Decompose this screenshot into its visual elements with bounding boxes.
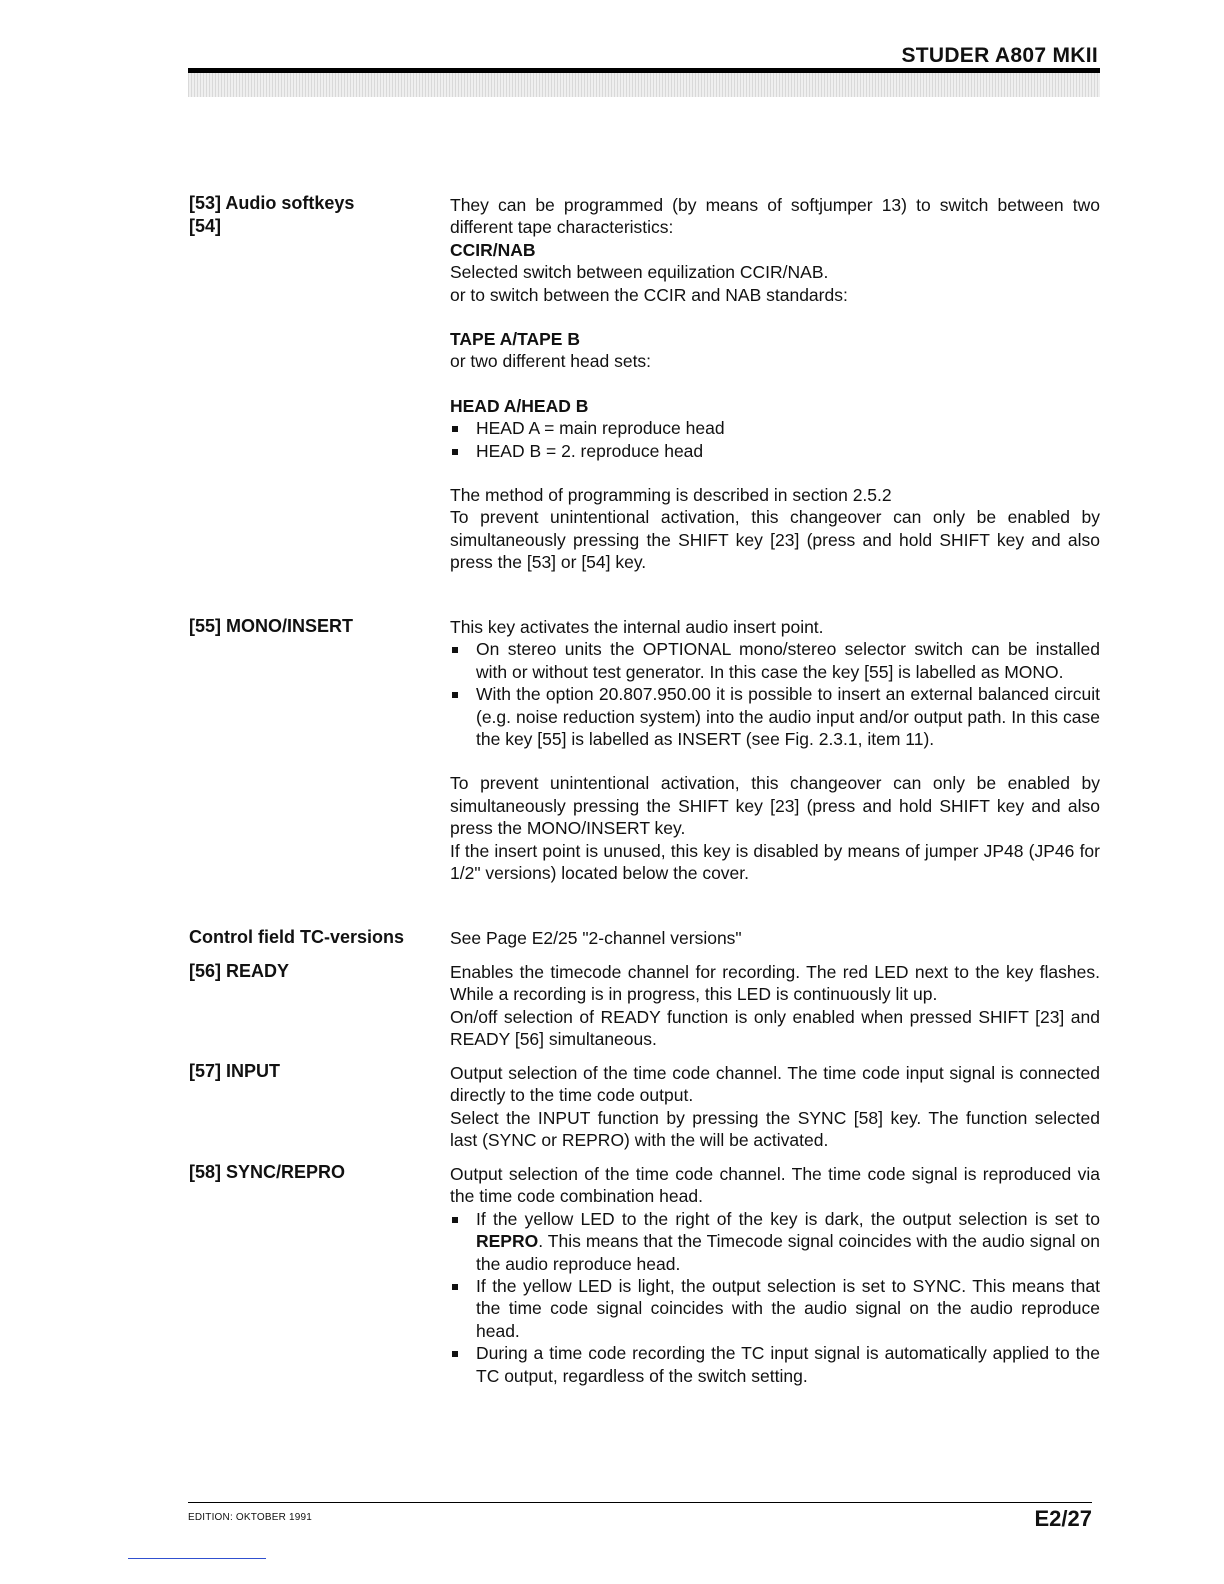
paragraph: or two different head sets: bbox=[450, 351, 652, 372]
paragraph: Selected switch between equilization CCIR/NAB. bbox=[450, 262, 829, 283]
section-55-body bbox=[450, 616, 1100, 884]
subheading-ccir-nab: CCIR/NAB bbox=[450, 239, 536, 260]
list-item: HEAD A = main reproduce head bbox=[450, 417, 1100, 439]
paragraph: Output selection of the time code channel. The time code input signal is connected directly to the time code output. bbox=[450, 1063, 1100, 1106]
paragraph: The method of programming is described in section 2.5.2 bbox=[450, 485, 892, 506]
paragraph: or to switch between the CCIR and NAB standards: bbox=[450, 284, 848, 305]
paragraph: Enables the timecode channel for recording. The red LED next to the key flashes. While a recording is in progress, this LED is continuously lit up. bbox=[450, 962, 1100, 1005]
header-title: STUDER A807 MKII bbox=[901, 44, 1098, 67]
paragraph: They can be programmed (by means of softjumper 13) to switch between two different tape characteristics: bbox=[450, 195, 1100, 238]
list-item: If the yellow LED to the right of the key is dark, the output selection is set to REPRO. This means that the Timecode signal coincides with the audio signal on the audio reproduce head. bbox=[450, 1208, 1100, 1275]
paragraph: To prevent unintentional activation, this changeover can only be enabled by simultaneously pressing the SHIFT key [23] (press and hold SHIFT key and also press the [53] or [54] key. bbox=[450, 507, 1100, 573]
sync-list bbox=[450, 1208, 1100, 1387]
repro-bold: REPRO bbox=[476, 1231, 539, 1252]
paragraph: On/off selection of READY function is only enabled when pressed SHIFT [23] and READY [56] simultaneous. bbox=[450, 1006, 1100, 1050]
footer-edition: EDITION: OKTOBER 1991 bbox=[188, 1512, 313, 1523]
paragraph: To prevent unintentional activation, this changeover can only be enabled by simultaneously pressing the SHIFT key [23] (press and hold SHIFT key and also press the MONO/INSERT key. bbox=[450, 773, 1100, 839]
list-item: HEAD B = 2. reproduce head bbox=[450, 440, 1100, 462]
head-list bbox=[450, 417, 1100, 462]
section-58-label: [58] SYNC/REPRO bbox=[189, 1162, 346, 1182]
label-54: [54] bbox=[189, 215, 222, 236]
list-item: On stereo units the OPTIONAL mono/stereo selector switch can be installed with or without test generator. In this case the key [55] is labelled as MONO. bbox=[450, 638, 1100, 683]
paragraph: If the insert point is unused, this key is disabled by means of jumper JP48 (JP46 for 1/2" versions) located below the cover. bbox=[450, 840, 1100, 884]
paragraph: This key activates the internal audio insert point. bbox=[450, 617, 824, 637]
footer-rule bbox=[188, 1502, 1092, 1503]
page-number: E2/27 bbox=[1034, 1506, 1092, 1531]
paragraph: Output selection of the time code channel. The time code signal is reproduced via the time code combination head. bbox=[450, 1164, 1100, 1207]
label-53: [53] Audio softkeys bbox=[189, 193, 355, 213]
section-56-body bbox=[450, 961, 1100, 1051]
header-band bbox=[188, 73, 1100, 97]
section-53-label bbox=[189, 192, 354, 237]
section-53-body bbox=[450, 194, 1100, 574]
section-57-body bbox=[450, 1062, 1100, 1152]
list-item: If the yellow LED is light, the output selection is set to SYNC. This means that the time code signal coincides with the audio signal on the audio reproduce head. bbox=[450, 1275, 1100, 1342]
control-field-text: See Page E2/25 "2-channel versions" bbox=[450, 928, 742, 948]
list-item: With the option 20.807.950.00 it is possible to insert an external balanced circuit (e.g. noise reduction system) into the audio input and/or output path. In this case the key [55] is labelled as INSERT (see Fig. 2.3.1, item 11). bbox=[450, 683, 1100, 750]
control-field-label: Control field TC-versions bbox=[189, 927, 405, 947]
section-55-label: [55] MONO/INSERT bbox=[189, 616, 354, 636]
divider bbox=[128, 1558, 266, 1559]
insert-list bbox=[450, 638, 1100, 750]
list-item: During a time code recording the TC input signal is automatically applied to the TC output, regardless of the switch setting. bbox=[450, 1342, 1100, 1387]
section-58-body bbox=[450, 1163, 1100, 1387]
paragraph: Select the INPUT function by pressing the SYNC [58] key. The function selected last (SYNC or REPRO) with the will be activated. bbox=[450, 1107, 1100, 1151]
subheading-head: HEAD A/HEAD B bbox=[450, 395, 589, 416]
subheading-tape: TAPE A/TAPE B bbox=[450, 329, 580, 350]
section-56-label: [56] READY bbox=[189, 961, 290, 981]
section-57-label: [57] INPUT bbox=[189, 1061, 281, 1081]
